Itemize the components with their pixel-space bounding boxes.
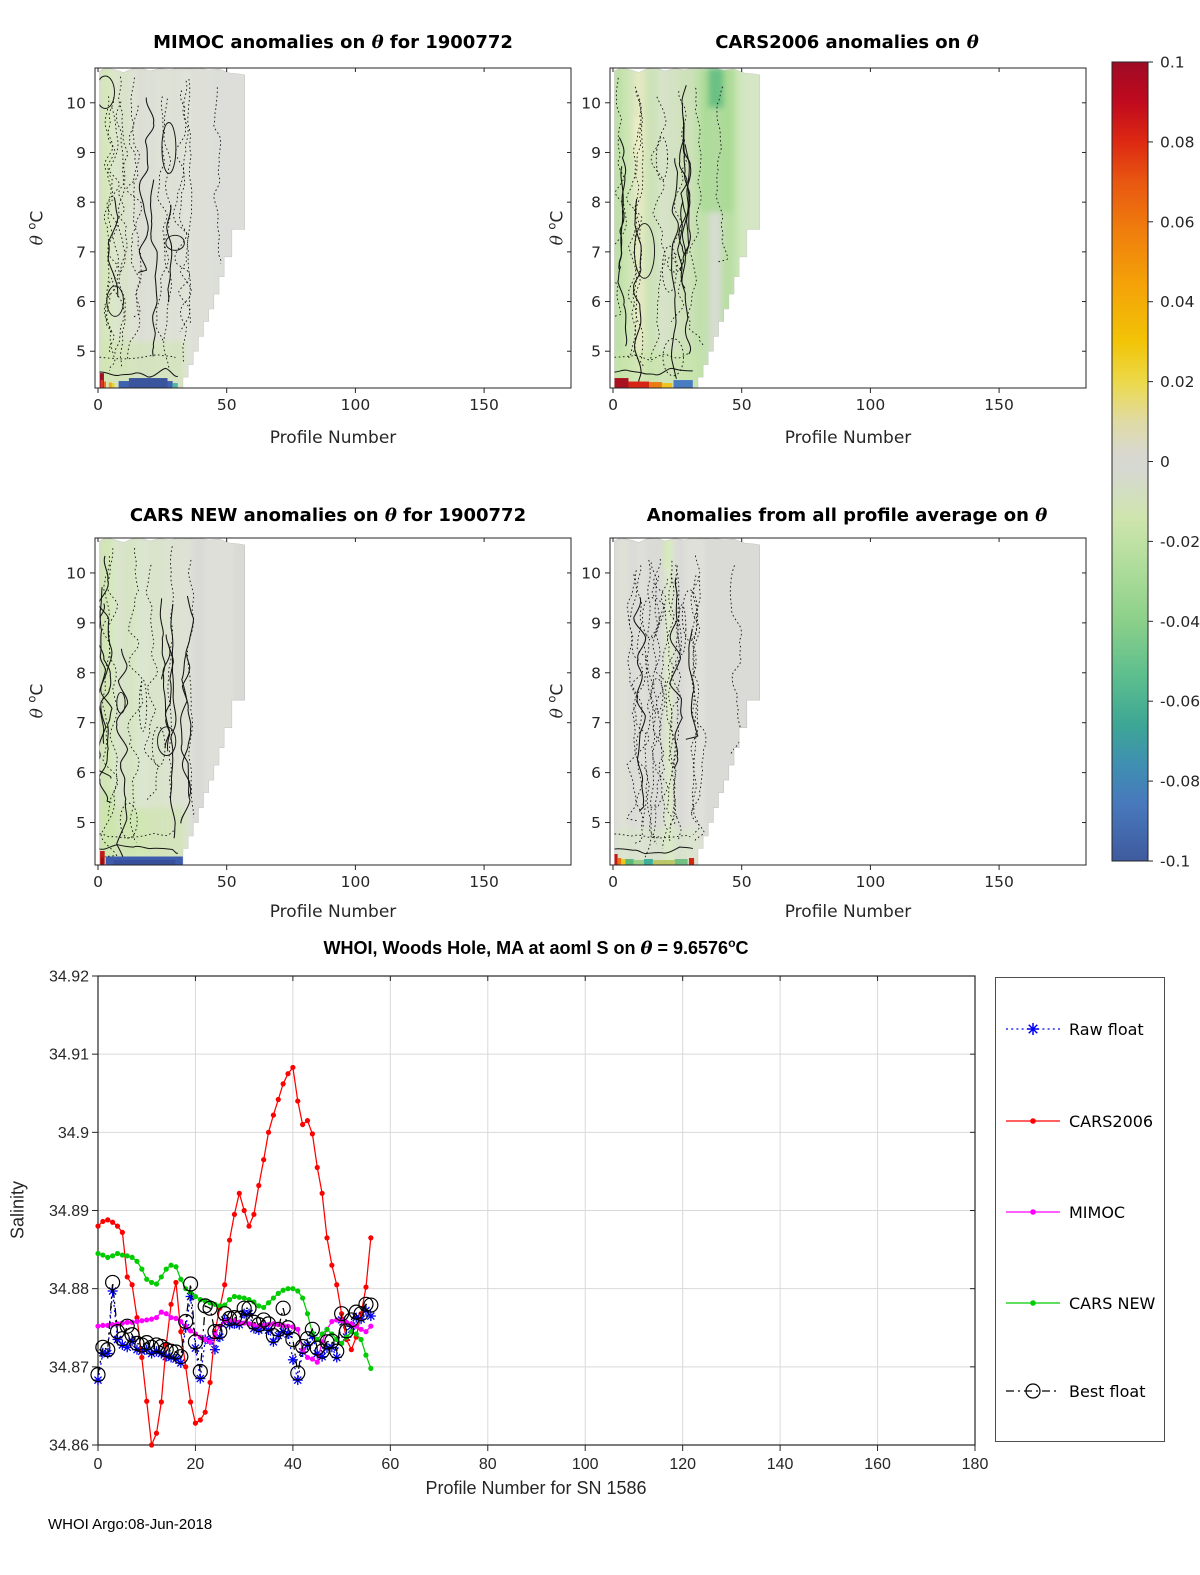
svg-text:60: 60	[381, 1456, 400, 1473]
legend-label-cars-new: CARS NEW	[1069, 1293, 1156, 1313]
legend-item-raw-float	[1004, 1018, 1144, 1040]
svg-text:100: 100	[855, 873, 886, 891]
contour-panel-top-right	[581, 68, 1086, 414]
colorbar-tick-label: -0.02	[1160, 532, 1200, 551]
svg-text:9: 9	[76, 614, 86, 633]
svg-text:10: 10	[66, 94, 86, 113]
colorbar-tick-label: -0.04	[1160, 612, 1200, 631]
contour-panel-middle-right	[581, 538, 1086, 891]
svg-text:5: 5	[591, 814, 601, 833]
svg-text:34.86: 34.86	[48, 1437, 89, 1455]
legend-sample-mimoc	[1004, 1201, 1062, 1223]
legend-label-raw-float: Raw float	[1069, 1019, 1144, 1039]
svg-text:0: 0	[608, 396, 618, 414]
svg-text:50: 50	[731, 873, 752, 891]
legend-item-mimoc	[1004, 1201, 1125, 1223]
svg-text:7: 7	[76, 243, 86, 262]
svg-text:8: 8	[591, 664, 601, 683]
svg-text:100: 100	[855, 396, 886, 414]
legend-item-best-float	[1004, 1380, 1145, 1402]
svg-text:6: 6	[76, 293, 86, 312]
svg-text:9: 9	[591, 143, 601, 162]
svg-text:34.9: 34.9	[57, 1124, 89, 1142]
contour-panel-top-left	[66, 68, 571, 414]
svg-text:7: 7	[76, 714, 86, 733]
bottom-chart-title: WHOI, Woods Hole, MA at aoml S on $\theta = 9.6576^oC$	[323, 936, 749, 959]
series-cars2006	[95, 1065, 373, 1448]
colorbar-tick-label: -0.06	[1160, 692, 1200, 711]
colorbar-tick-label: 0.02	[1160, 373, 1195, 392]
svg-text:50: 50	[216, 873, 237, 891]
panel-title-allavg: Anomalies from all profile average on θ	[646, 505, 1048, 526]
svg-text:10: 10	[581, 564, 601, 583]
svg-text:80: 80	[478, 1456, 497, 1473]
legend-item-cars-new	[1004, 1292, 1155, 1314]
svg-text:34.91: 34.91	[48, 1046, 89, 1064]
svg-text:8: 8	[76, 664, 86, 683]
svg-text:34.88: 34.88	[48, 1281, 89, 1299]
svg-text:100: 100	[340, 396, 371, 414]
svg-text:0: 0	[93, 396, 103, 414]
svg-text:8: 8	[591, 193, 601, 212]
svg-text:5: 5	[76, 814, 86, 833]
svg-text:50: 50	[731, 396, 752, 414]
panel-title-cars2006: CARS2006 anomalies on θ	[715, 32, 979, 53]
xlabel-profile-number-middle-right: Profile Number	[784, 902, 912, 922]
svg-text:10: 10	[581, 94, 601, 113]
panel-title-carsnew: CARS NEW anomalies on θ for 1900772	[129, 505, 527, 526]
svg-text:9: 9	[591, 614, 601, 633]
grid-lines	[98, 976, 975, 1445]
svg-text:120: 120	[669, 1456, 697, 1473]
svg-text:0: 0	[93, 873, 103, 891]
svg-text:6: 6	[76, 764, 86, 783]
legend-box	[995, 977, 1165, 1442]
bottom-xlabel-sn1586: Profile Number for SN 1586	[425, 1478, 647, 1498]
svg-text:7: 7	[591, 243, 601, 262]
svg-text:34.89: 34.89	[48, 1203, 89, 1220]
svg-text:150: 150	[469, 873, 499, 891]
svg-text:40: 40	[283, 1456, 302, 1473]
legend-label-best-float: Best float	[1069, 1381, 1146, 1401]
footer-date-stamp: WHOI Argo:08-Jun-2018	[48, 1516, 213, 1533]
svg-text:180: 180	[961, 1456, 989, 1473]
legend-label-mimoc: MIMOC	[1069, 1202, 1126, 1222]
svg-text:20: 20	[186, 1456, 205, 1473]
svg-text:5: 5	[76, 342, 86, 361]
svg-text:7: 7	[591, 714, 601, 733]
contour-panel-middle-left	[66, 538, 571, 891]
svg-text:9: 9	[76, 143, 86, 162]
colorbar	[1112, 54, 1200, 871]
svg-text:34.92: 34.92	[48, 968, 89, 986]
svg-text:10: 10	[66, 564, 86, 583]
svg-text:100: 100	[571, 1456, 599, 1473]
svg-text:34.87: 34.87	[48, 1359, 89, 1377]
svg-text:5: 5	[591, 342, 601, 361]
svg-text:50: 50	[216, 396, 237, 414]
svg-text:150: 150	[984, 396, 1014, 414]
ylabel-theta-degc-middle-left: θ $^o$C	[24, 683, 48, 719]
ylabel-theta-degc-top-left: θ $^o$C	[24, 210, 48, 246]
svg-text:0: 0	[93, 1456, 103, 1473]
legend-label-cars2006: CARS2006	[1069, 1111, 1154, 1131]
svg-text:150: 150	[469, 396, 499, 414]
svg-text:6: 6	[591, 764, 601, 783]
xlabel-profile-number-middle-left: Profile Number	[269, 902, 397, 922]
legend-item-cars2006	[1004, 1110, 1153, 1132]
colorbar-tick-label: 0.1	[1160, 53, 1185, 72]
legend-sample-raw-float	[1004, 1018, 1062, 1040]
colorbar-tick-label: 0.08	[1160, 133, 1195, 152]
ylabel-theta-degc-top-right: θ $^o$C	[544, 210, 568, 246]
legend-sample-cars-new	[1004, 1292, 1062, 1314]
legend-sample-cars2006	[1004, 1110, 1062, 1132]
bottom-ylabel-salinity: Salinity	[7, 1180, 28, 1240]
colorbar-tick-label: 0.06	[1160, 213, 1195, 232]
colorbar-tick-label: -0.08	[1160, 772, 1200, 791]
colorbar-tick-label: 0	[1160, 453, 1170, 471]
svg-text:100: 100	[340, 873, 371, 891]
svg-text:0: 0	[608, 873, 618, 891]
xlabel-profile-number-top-right: Profile Number	[784, 428, 912, 448]
colorbar-tick-label: 0.04	[1160, 293, 1195, 312]
svg-text:8: 8	[76, 193, 86, 212]
panel-title-mimoc: MIMOC anomalies on θ for 1900772	[153, 32, 513, 53]
svg-text:150: 150	[984, 873, 1014, 891]
legend-sample-best-float	[1004, 1380, 1062, 1402]
colorbar-tick-label: -0.1	[1160, 852, 1191, 871]
svg-text:160: 160	[864, 1456, 891, 1473]
svg-text:6: 6	[591, 293, 601, 312]
xlabel-profile-number-top-left: Profile Number	[269, 428, 397, 448]
svg-text:140: 140	[766, 1456, 794, 1473]
ylabel-theta-degc-middle-right: θ $^o$C	[544, 683, 568, 719]
